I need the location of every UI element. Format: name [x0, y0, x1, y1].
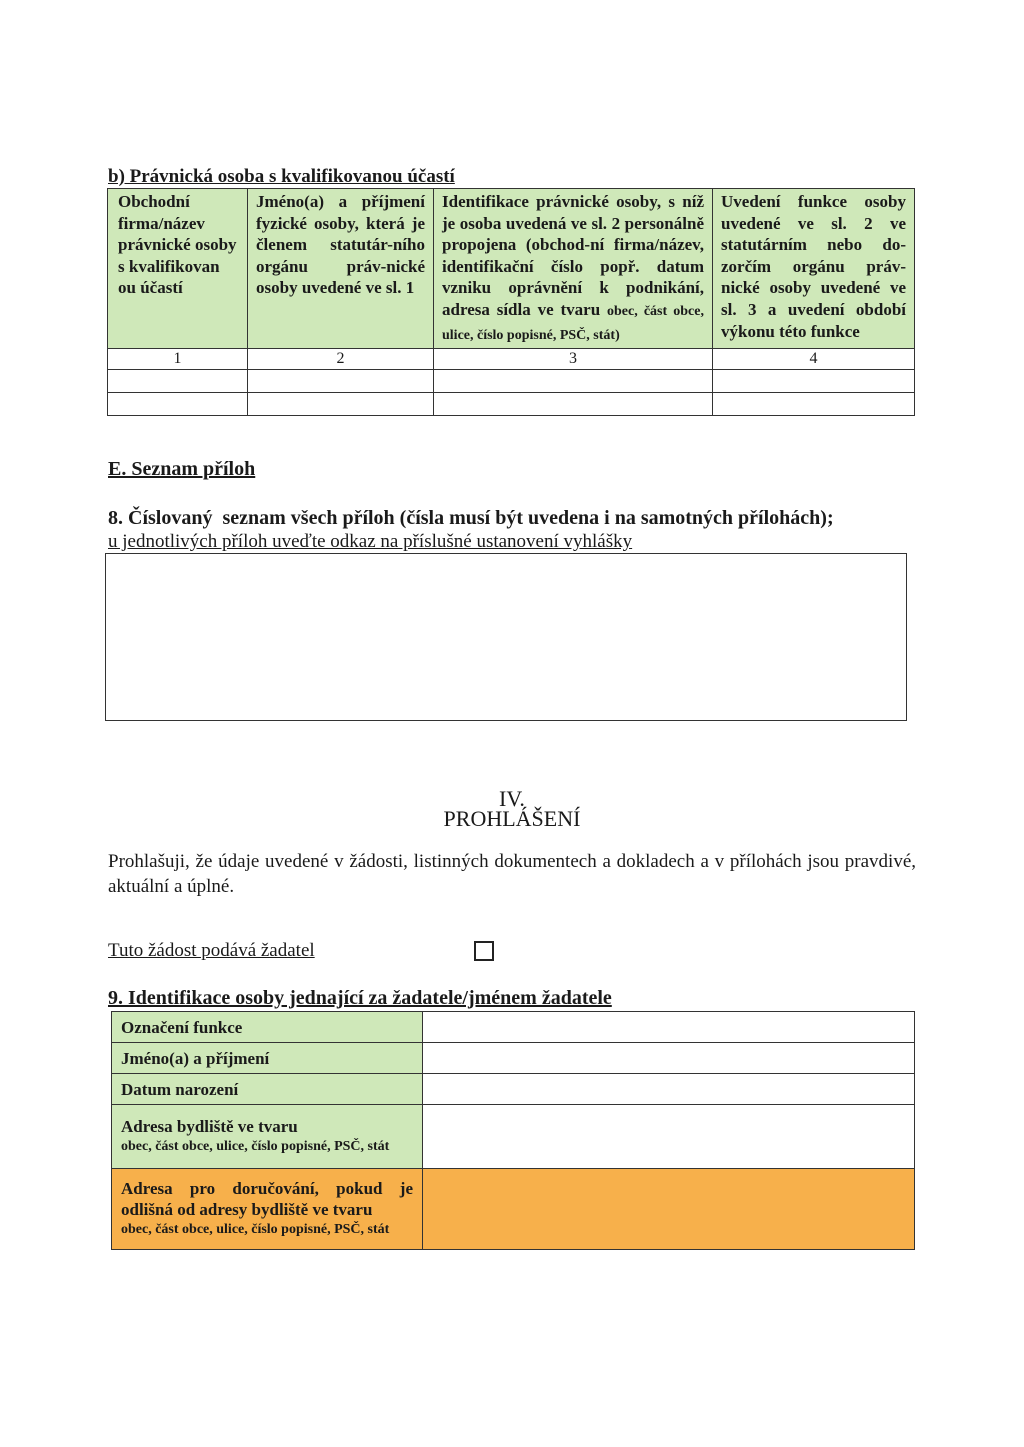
col-header-statutory-member: Jméno(a) a příjmení fyzické osoby, která je členem statutár-ního orgánu práv-nické osoby uvedené ve sl. 1 [248, 189, 434, 349]
row-label-text: Jméno(a) a příjmení [121, 1048, 270, 1068]
attachments-list-field[interactable] [105, 553, 907, 721]
name-field[interactable] [423, 1043, 915, 1074]
column-number-row [108, 349, 915, 370]
table-cell[interactable] [713, 370, 915, 393]
submitted-by-applicant-checkbox[interactable] [474, 941, 494, 961]
table-cell[interactable] [434, 393, 713, 416]
declaration-heading: PROHLÁŠENÍ [443, 806, 581, 831]
col-header-linked-entity-small: obec, část obce, ulice, číslo popisné, PSČ, stát) [442, 303, 704, 343]
item-8-title: 8. Číslovaný seznam všech příloh (čísla musí být uvedena i na samotných přílohách); [108, 507, 834, 529]
column-number: 1 [108, 349, 248, 370]
row-label-residence-address [112, 1105, 423, 1169]
table-row [112, 1074, 915, 1105]
row-label-text: Adresa bydliště ve tvaru [121, 1117, 298, 1136]
table-row [108, 370, 915, 393]
section-b-title: b) Právnická osoba s kvalifikovanou účastí [108, 166, 455, 187]
row-label-name [112, 1043, 423, 1074]
table-row [108, 393, 915, 416]
section-e-title: E. Seznam příloh [108, 458, 256, 480]
declaration-text: Prohlašuji, že údaje uvedené v žádosti, listinných dokumentech a dokladech a v přílohách jsou pravdivé, aktuální a úplné. [108, 851, 916, 897]
residence-address-field[interactable] [423, 1105, 915, 1169]
birth-date-field[interactable] [423, 1074, 915, 1105]
col-header-linked-entity-text: Identifikace právnické osoby, s níž je osoba uvedená ve sl. 2 personálně propojena (obchod-ní firma/název, identifikační číslo popř. datum vzniku oprávnění k podnikání, adresa sídla ve tvaru [442, 192, 704, 319]
table-cell[interactable] [108, 393, 248, 416]
function-field[interactable] [423, 1012, 915, 1043]
table-row [112, 1043, 915, 1074]
column-number: 4 [713, 349, 915, 370]
col-header-linked-entity [434, 189, 713, 349]
table-cell[interactable] [434, 370, 713, 393]
table-header-row [108, 189, 915, 349]
row-label-birth-date [112, 1074, 423, 1105]
row-label-text: Označení funkce [121, 1017, 243, 1037]
column-number: 3 [434, 349, 713, 370]
section-9-title: 9. Identifikace osoby jednající za žadatele/jménem žadatele [108, 987, 612, 1009]
row-label-delivery-address [112, 1169, 423, 1250]
col-header-company: Obchodní firma/název právnické osoby s kvalifikovan ou účastí [108, 189, 248, 349]
col-header-function: Uvedení funkce osoby uvedené ve sl. 2 ve statutárním nebo do-zorčím orgánu práv-nické osoby uvedené ve sl. 3 a uvedení období výkonu této funkce [713, 189, 915, 349]
item-8-subtitle: u jednotlivých příloh uveďte odkaz na příslušné ustanovení vyhlášky [108, 531, 633, 552]
table-cell[interactable] [248, 370, 434, 393]
row-label-text: Datum narození [121, 1079, 239, 1099]
row-label-function [112, 1012, 423, 1043]
acting-person-table [111, 1011, 915, 1250]
table-cell[interactable] [713, 393, 915, 416]
delivery-address-field[interactable] [423, 1169, 915, 1250]
table-cell[interactable] [108, 370, 248, 393]
table-cell[interactable] [248, 393, 434, 416]
qualified-participation-table [107, 188, 915, 416]
submitted-by-applicant-label: Tuto žádost podává žadatel [108, 940, 315, 961]
row-label-text: Adresa pro doručování, pokud je odlišná od adresy bydliště ve tvaru [121, 1179, 413, 1219]
table-row [112, 1169, 915, 1250]
table-row [112, 1012, 915, 1043]
column-number: 2 [248, 349, 434, 370]
section-number: IV. [499, 786, 525, 811]
row-label-format-hint: obec, část obce, ulice, číslo popisné, PSČ, stát [121, 1222, 390, 1237]
row-label-format-hint: obec, část obce, ulice, číslo popisné, PSČ, stát [121, 1139, 390, 1154]
table-row [112, 1105, 915, 1169]
